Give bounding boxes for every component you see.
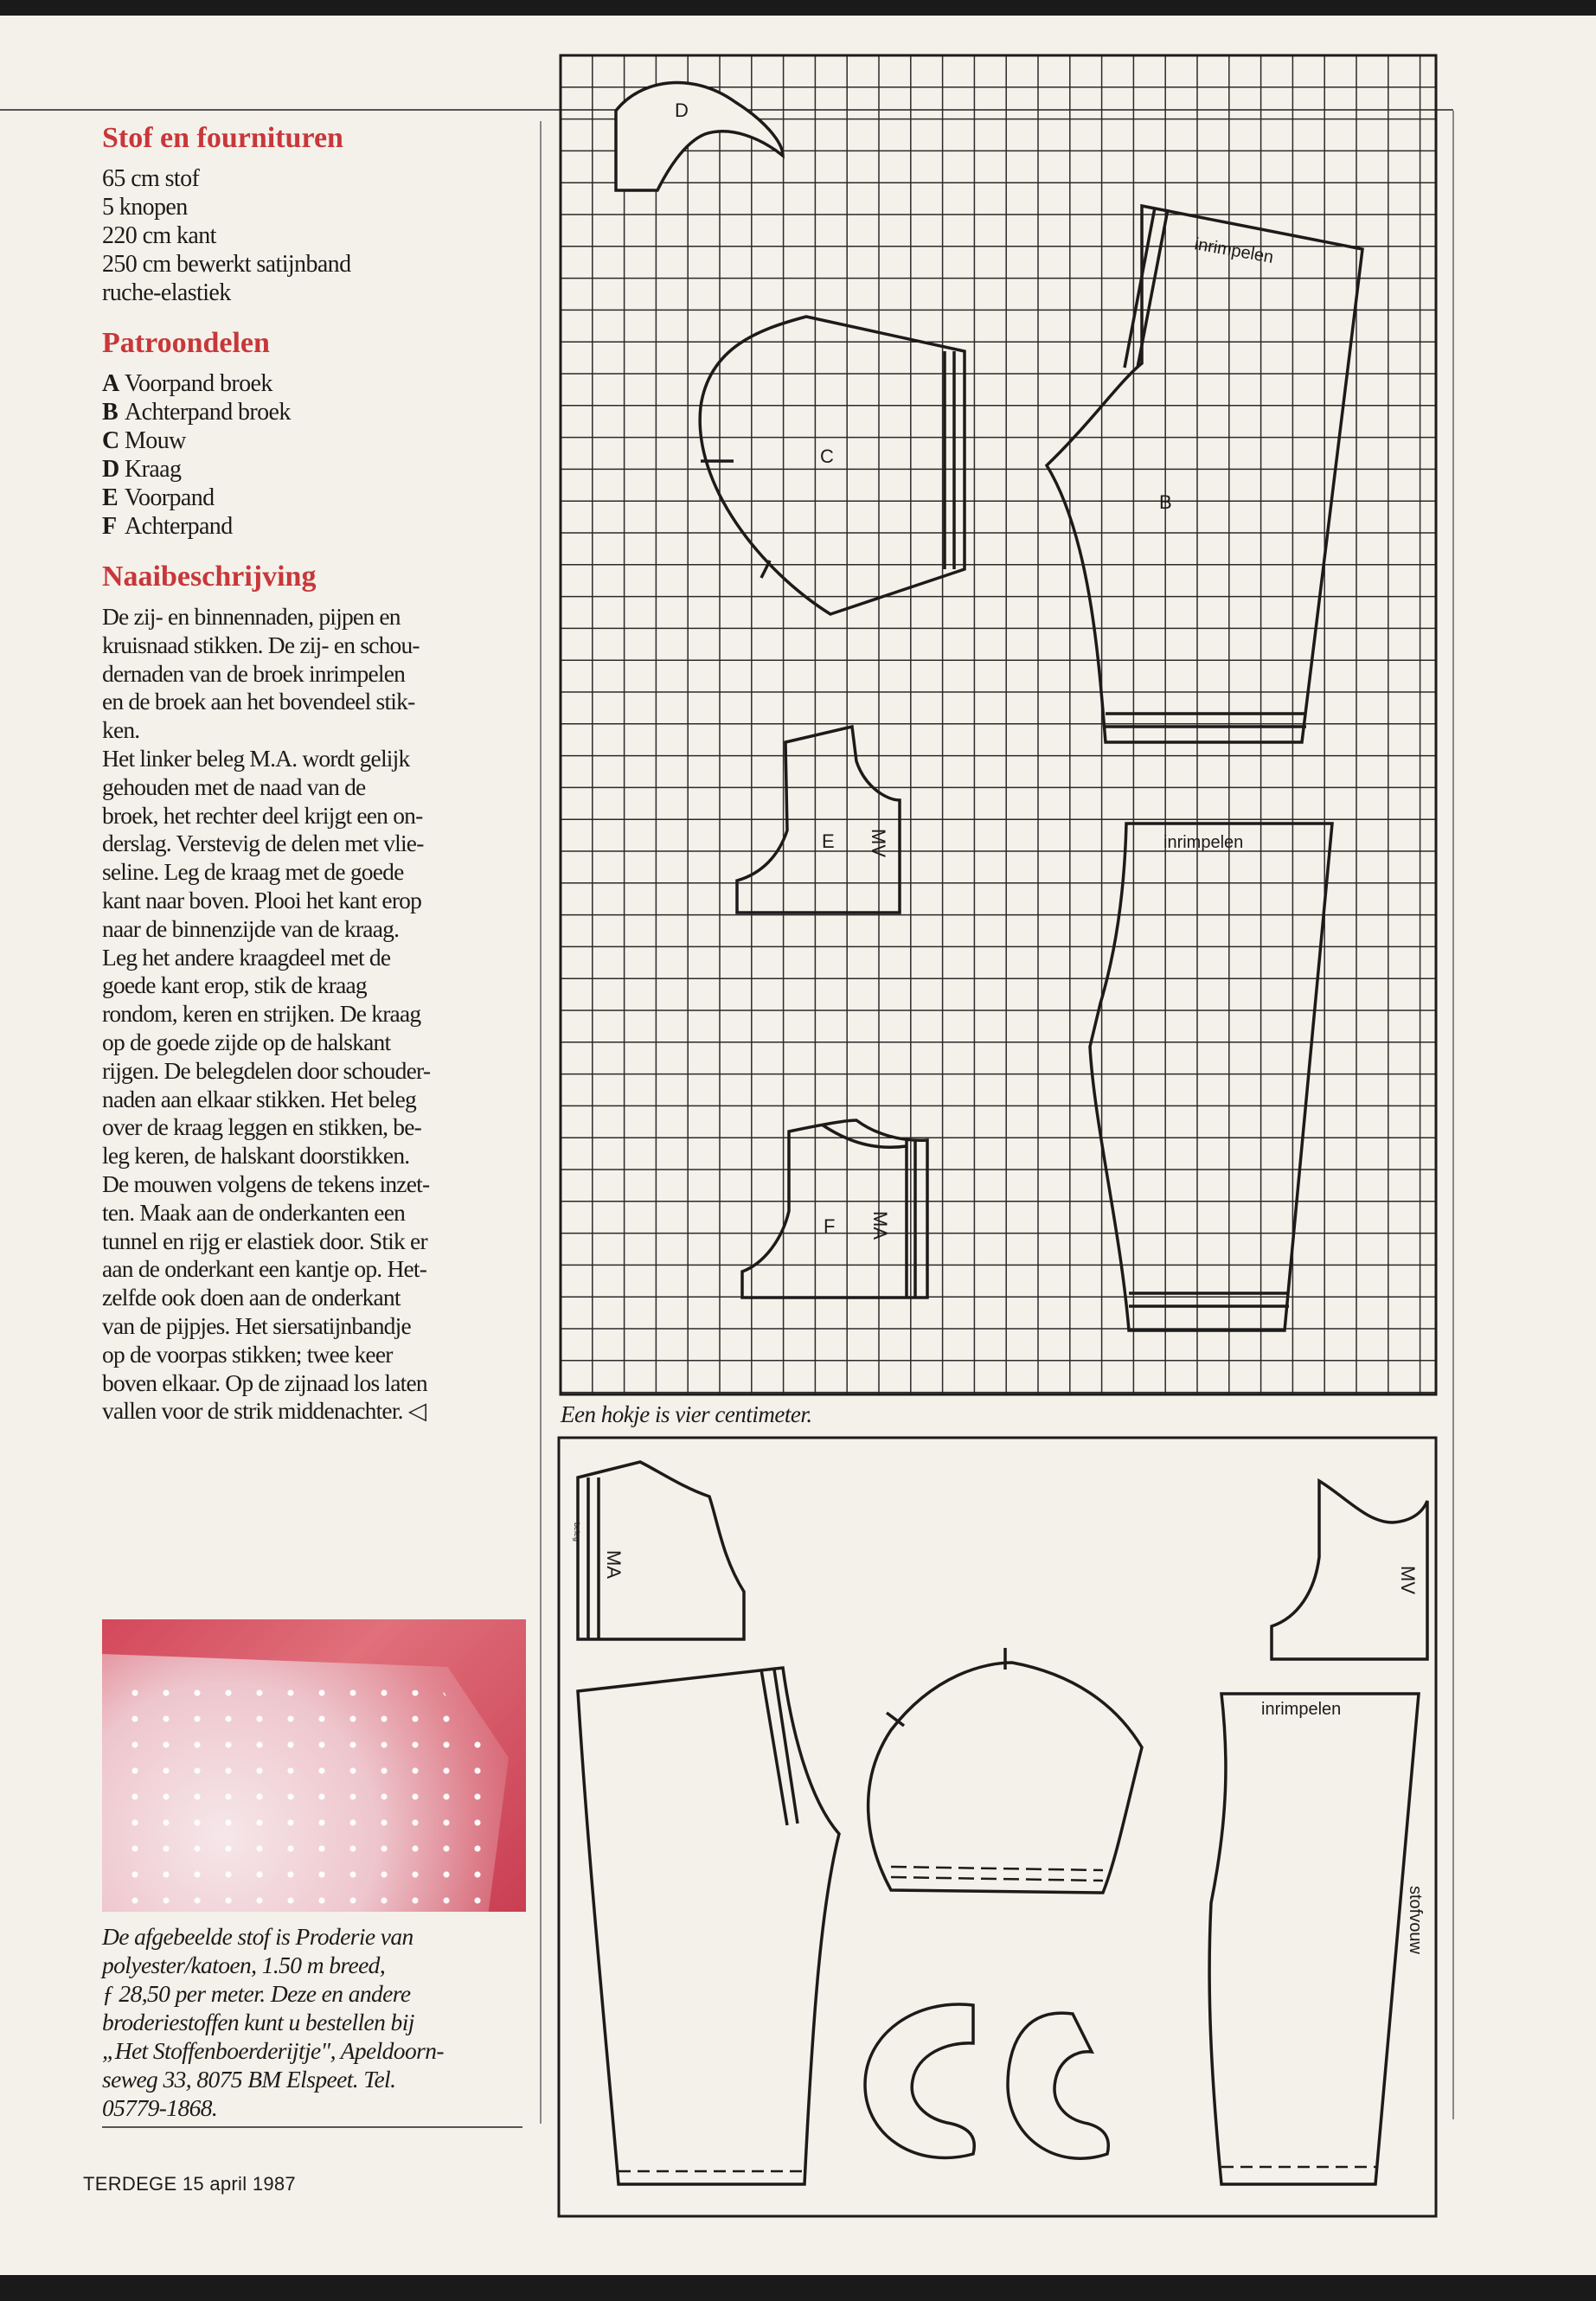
pattern-part-letter: C bbox=[102, 427, 119, 454]
materials-item: ruche-elastiek bbox=[102, 279, 231, 306]
pattern-parts-heading: Patroondelen bbox=[102, 327, 270, 359]
instructions-line: dernaden van de broek inrimpelen bbox=[102, 659, 406, 687]
pattern-part-letter: F bbox=[102, 513, 117, 540]
instructions-line: boven elkaar. Op de zijnaad los laten bbox=[102, 1368, 427, 1396]
caption-line: 05779-1868. bbox=[102, 2094, 218, 2121]
label-mv-grid: MV bbox=[868, 829, 889, 857]
layout-piece-back-trouser bbox=[578, 1668, 839, 2184]
pattern-part-letter: B bbox=[102, 399, 119, 426]
instructions-line: kruisnaad stikken. De zij- en schou- bbox=[102, 631, 420, 658]
instructions-line: rijgen. De belegdelen door schouder- bbox=[102, 1056, 431, 1084]
layout-piece-sleeve bbox=[869, 1648, 1142, 1893]
materials-item: 65 cm stof bbox=[102, 165, 200, 192]
label-e: E bbox=[822, 830, 835, 852]
instructions-heading: Naaibeschrijving bbox=[102, 561, 317, 593]
instructions-line: Leg het andere kraagdeel met de bbox=[102, 943, 391, 971]
caption-line: polyester/katoen, 1.50 m breed, bbox=[102, 1952, 386, 1978]
label-b: B bbox=[1159, 491, 1172, 513]
layout-label-mv: MV bbox=[1397, 1566, 1419, 1594]
instructions-line: op de voorpas stikken; twee keer bbox=[102, 1340, 393, 1368]
instructions-line: kant naar boven. Plooi het kant erop bbox=[102, 886, 422, 913]
caption-line: De afgebeelde stof is Proderie van bbox=[102, 1923, 413, 1950]
instructions-line: broek, het rechter deel krijgt een on- bbox=[102, 801, 423, 829]
materials-item: 5 knopen bbox=[102, 194, 188, 221]
pattern-piece-b bbox=[1047, 206, 1362, 742]
layout-label-ma: MA bbox=[603, 1550, 625, 1579]
pattern-piece-d bbox=[616, 82, 783, 190]
instructions-line: gehouden met de naad van de bbox=[102, 772, 366, 800]
layout-piece-collar-1 bbox=[865, 2004, 974, 2158]
instructions-line: op de goede zijde op de halskant bbox=[102, 1028, 391, 1055]
instructions-line: De mouwen volgens de tekens inzet- bbox=[102, 1170, 430, 1197]
layout-piece-collar-2 bbox=[1008, 2013, 1108, 2158]
layout-sheet-border bbox=[559, 1438, 1436, 2216]
pattern-piece-f bbox=[742, 1120, 927, 1298]
instructions-line: aan de onderkant een kantje op. Het- bbox=[102, 1255, 427, 1283]
instructions-line: tunnel en rijg er elastiek door. Stik er bbox=[102, 1227, 427, 1254]
page-footer: TERDEGE 15 april 1987 bbox=[83, 2173, 296, 2195]
label-ma-grid: MA bbox=[869, 1211, 891, 1240]
label-d: D bbox=[675, 99, 689, 121]
pattern-part-label: Achterpand broek bbox=[125, 399, 291, 426]
caption-line: „Het Stoffenboerderijtje", Apeldoorn- bbox=[102, 2037, 444, 2064]
pattern-part-label: Mouw bbox=[125, 427, 186, 454]
instructions-line: naden aan elkaar stikken. Het beleg bbox=[102, 1085, 416, 1112]
label-inrimpelen-a: inrimpelen bbox=[1163, 833, 1244, 852]
pattern-part-letter: E bbox=[102, 484, 119, 511]
pattern-part-label: Achterpand bbox=[125, 513, 233, 540]
instructions-line: derslag. Verstevig de delen met vlie- bbox=[102, 830, 424, 857]
label-f: F bbox=[824, 1215, 836, 1237]
instructions-line: van de pijpjes. Het siersatijnbandje bbox=[102, 1311, 411, 1339]
pattern-part-label: Voorpand bbox=[125, 484, 215, 511]
materials-item: 250 cm bewerkt satijnband bbox=[102, 251, 351, 278]
instructions-line: ten. Maak aan de onderkanten een bbox=[102, 1198, 406, 1226]
bottom-frame-edge bbox=[0, 2275, 1596, 2301]
label-c: C bbox=[820, 445, 834, 467]
layout-label-inrimpelen: inrimpelen bbox=[1261, 1700, 1342, 1719]
instructions-line: zelfde ook doen aan de onderkant bbox=[102, 1284, 401, 1311]
instructions-line: goede kant erop, stik de kraag bbox=[102, 971, 367, 999]
pattern-piece-a bbox=[1090, 824, 1332, 1330]
pattern-part-label: Voorpand broek bbox=[125, 370, 272, 397]
pattern-part-letter: D bbox=[102, 456, 119, 483]
caption-line: ƒ 28,50 per meter. Deze en andere bbox=[102, 1980, 411, 2007]
instructions-line: ken. bbox=[102, 716, 140, 744]
caption-line: seweg 33, 8075 BM Elspeet. Tel. bbox=[102, 2066, 396, 2093]
layout-piece-front-trouser bbox=[1209, 1694, 1419, 2184]
grid-caption: Een hokje is vier centimeter. bbox=[561, 1401, 812, 1427]
materials-heading: Stof en fournituren bbox=[102, 122, 343, 154]
layout-piece-ma bbox=[578, 1462, 744, 1639]
caption-line: broderiestoffen kunt u bestellen bij bbox=[102, 2009, 414, 2035]
materials-item: 220 cm kant bbox=[102, 222, 216, 249]
instructions-line: naar de binnenzijde van de kraag. bbox=[102, 914, 400, 942]
layout-label-stofvouw: stofvouw bbox=[1406, 1886, 1425, 1954]
instructions-line: over de kraag leggen en stikken, be- bbox=[102, 1113, 422, 1141]
instructions-line: Het linker beleg M.A. wordt gelijk bbox=[102, 744, 410, 772]
layout-small-note: beleg bbox=[573, 1522, 581, 1542]
instructions-line: seline. Leg de kraag met de goede bbox=[102, 858, 404, 886]
label-inrimpelen-b: inrimpelen bbox=[1193, 234, 1275, 267]
instructions-line: De zij- en binnennaden, pijpen en bbox=[102, 603, 401, 630]
instructions-line: rondom, keren en strijken. De kraag bbox=[102, 1000, 421, 1028]
pattern-part-letter: A bbox=[102, 370, 119, 397]
instructions-line: vallen voor de strik middenachter. ◁ bbox=[102, 1397, 426, 1425]
pattern-part-label: Kraag bbox=[125, 456, 182, 483]
instructions-line: en de broek aan het bovendeel stik- bbox=[102, 688, 415, 715]
instructions-line: leg keren, de halskant doorstikken. bbox=[102, 1142, 410, 1170]
